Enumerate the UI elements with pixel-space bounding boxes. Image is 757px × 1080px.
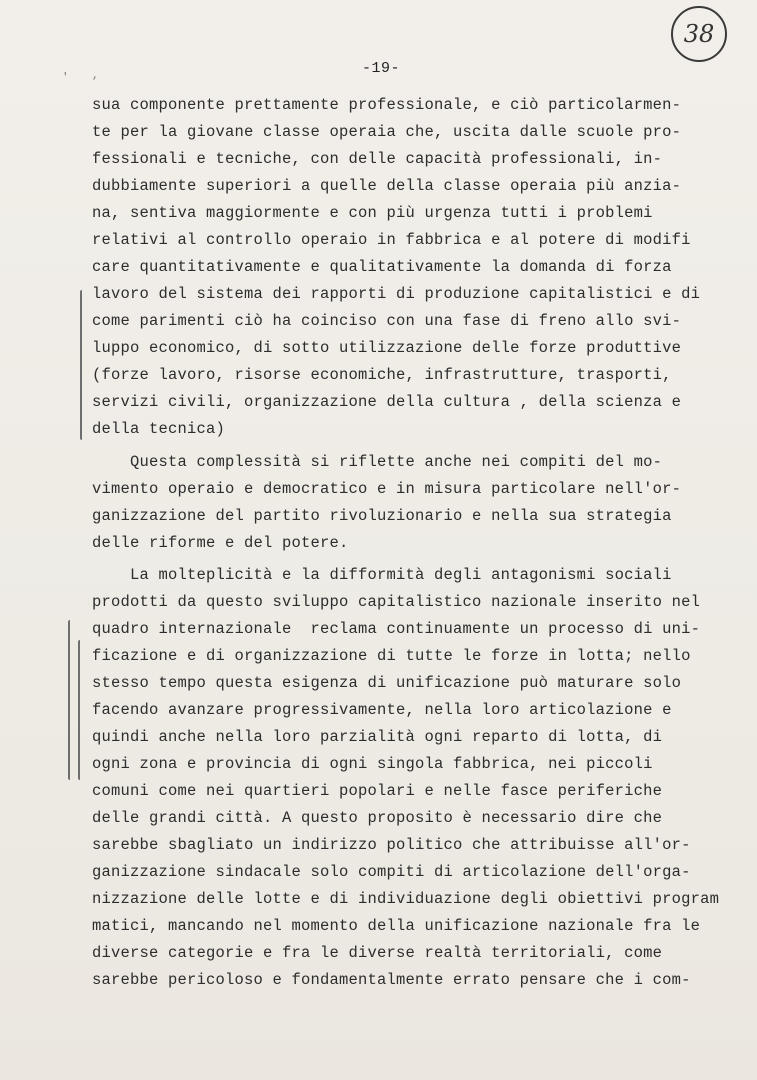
margin-speck: ' xyxy=(62,72,69,84)
text-line: ganizzazione del partito rivoluzionario e nella sua strategia xyxy=(92,507,672,525)
text-line: servizi civili, organizzazione della cultura , della scienza e xyxy=(92,393,682,411)
text-line: Questa complessità si riflette anche nei compiti del mo- xyxy=(92,453,663,471)
text-line: ficazione e di organizzazione di tutte le forze in lotta; nello xyxy=(92,647,691,665)
margin-speck: , xyxy=(92,70,99,82)
text-line: dubbiamente superiori a quelle della classe operaia più anzia- xyxy=(92,177,682,195)
text-line: delle riforme e del potere. xyxy=(92,534,349,552)
text-line: relativi al controllo operaio in fabbrica e al potere di modifi xyxy=(92,231,691,249)
text-line: diverse categorie e fra le diverse realtà territoriali, come xyxy=(92,944,663,962)
margin-bracket-mark xyxy=(68,620,70,780)
text-line: stesso tempo questa esigenza di unificazione può maturare solo xyxy=(92,674,682,692)
text-line: nizzazione delle lotte e di individuazione degli obiettivi program xyxy=(92,890,720,908)
text-line: sua componente prettamente professionale, e ciò particolarmen- xyxy=(92,96,682,114)
text-line: ganizzazione sindacale solo compiti di articolazione dell'orga- xyxy=(92,863,691,881)
archive-watermark xyxy=(0,990,130,1050)
text-line: luppo economico, di sotto utilizzazione delle forze produttive xyxy=(92,339,682,357)
text-line: fessionali e tecniche, con delle capacità professionali, in- xyxy=(92,150,663,168)
text-line: prodotti da questo sviluppo capitalistico nazionale inserito nel xyxy=(92,593,701,611)
text-line: comuni come nei quartieri popolari e nelle fasce periferiche xyxy=(92,782,663,800)
archive-number-stamp: 38 xyxy=(671,6,727,62)
text-line: delle grandi città. A questo proposito è necessario dire che xyxy=(92,809,663,827)
text-line: lavoro del sistema dei rapporti di produzione capitalistici e di xyxy=(92,285,701,303)
text-line: La molteplicità e la difformità degli antagonismi sociali xyxy=(92,566,672,584)
margin-bracket-mark xyxy=(78,640,80,780)
text-line: sarebbe sbagliato un indirizzo politico che attribuisse all'or- xyxy=(92,836,691,854)
page-number: -19- xyxy=(362,60,401,77)
text-line: della tecnica) xyxy=(92,420,226,438)
text-line: quadro internazionale reclama continuamente un processo di uni- xyxy=(92,620,701,638)
text-line: quindi anche nella loro parzialità ogni reparto di lotta, di xyxy=(92,728,663,746)
text-line: come parimenti ciò ha coinciso con una fase di freno allo svi- xyxy=(92,312,682,330)
text-line: (forze lavoro, risorse economiche, infrastrutture, trasporti, xyxy=(92,366,672,384)
text-line: vimento operaio e democratico e in misura particolare nell'or- xyxy=(92,480,682,498)
text-line: ogni zona e provincia di ogni singola fabbrica, nei piccoli xyxy=(92,755,653,773)
margin-bracket-mark xyxy=(80,290,82,440)
text-line: te per la giovane classe operaia che, uscita dalle scuole pro- xyxy=(92,123,682,141)
text-line: care quantitativamente e qualitativamente la domanda di forza xyxy=(92,258,672,276)
text-line: na, sentiva maggiormente e con più urgenza tutti i problemi xyxy=(92,204,653,222)
text-line: matici, mancando nel momento della unificazione nazionale fra le xyxy=(92,917,701,935)
text-line: facendo avanzare progressivamente, nella loro articolazione e xyxy=(92,701,672,719)
text-line: sarebbe pericoloso e fondamentalmente errato pensare che i com- xyxy=(92,971,691,989)
